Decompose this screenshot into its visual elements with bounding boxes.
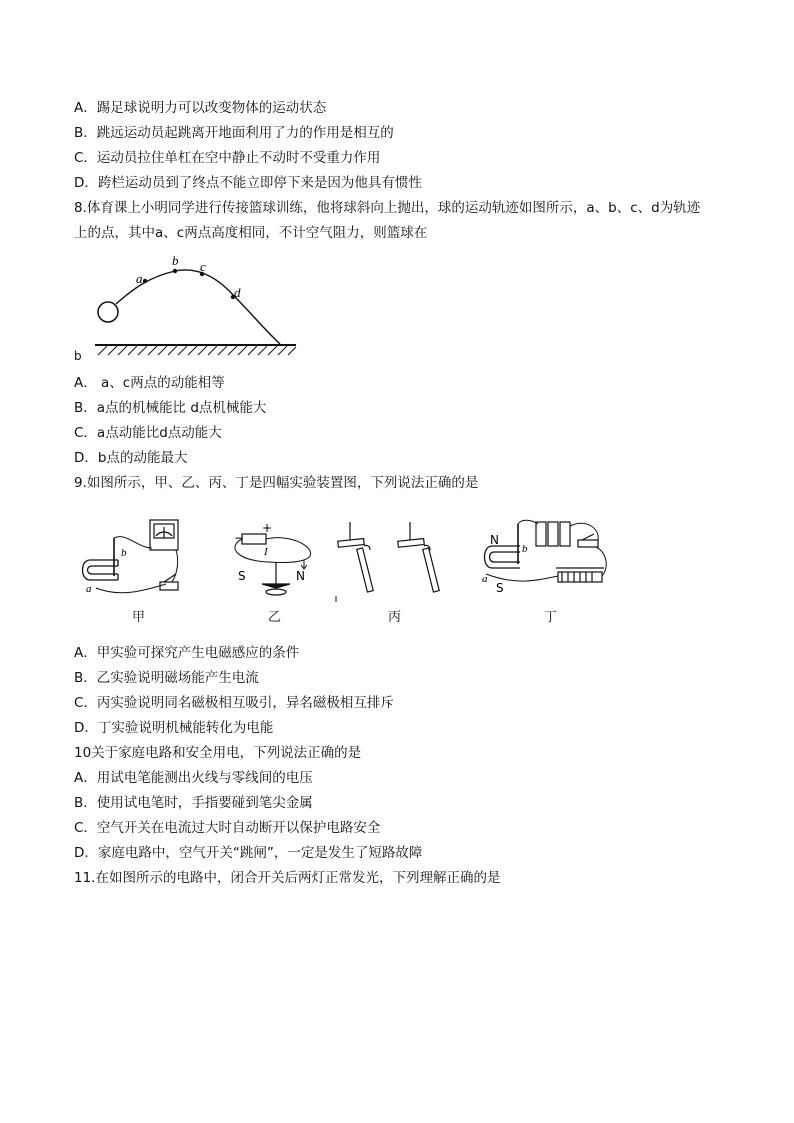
rheostat [556, 568, 604, 582]
switch [578, 534, 598, 547]
compass-needle [262, 562, 290, 595]
label-b: b [121, 547, 127, 559]
point-b [173, 269, 177, 273]
q10-option-b: B．使用试电笔时，手指要碰到笔尖金属 [74, 795, 313, 811]
q8-stem-line1: 8.体育课上小明同学进行传接篮球训练，他将球斜向上抛出，球的运动轨迹如图所示，a、b、c、d为轨迹 [74, 200, 701, 216]
q7-option-a: A．踢足球说明力可以改变物体的运动状态 [74, 100, 327, 116]
horseshoe-magnet [83, 560, 119, 580]
wire [96, 537, 166, 593]
q9-option-c: C．丙实验说明同名磁极相互吸引，异名磁极相互排斥 [74, 695, 394, 711]
q7-option-c: C．运动员拉住单杠在空中静止不动时不受重力作用 [74, 150, 381, 166]
magnet-pair-right [398, 522, 439, 592]
label-a: a [482, 573, 488, 585]
q10-option-c: C．空气开关在电流过大时自动断开以保护电路安全 [74, 820, 381, 836]
label-i: I [264, 546, 268, 558]
q8-stem-line2: 上的点，其中a、c两点高度相同，不计空气阻力，则篮球在 [74, 225, 428, 241]
caption-ding: 丁 [544, 610, 558, 625]
label-n: N [490, 533, 499, 547]
magnet-pair-left [338, 522, 373, 592]
q11-stem: 11.在如图所示的电路中，闭合开关后两灯正常发光，下列理解正确的是 [74, 870, 501, 886]
q8-option-c: C．a点动能比d点动能大 [74, 425, 222, 441]
caption-yi: 乙 [268, 610, 282, 625]
q9-option-d: D．丁实验说明机械能转化为电能 [74, 720, 274, 736]
point-a [143, 279, 147, 283]
basketball [98, 302, 118, 322]
q9-figure-yi [228, 520, 324, 602]
q8-option-d: D．b点的动能最大 [74, 450, 188, 466]
galvanometer [150, 520, 178, 550]
ground-hatching [98, 346, 296, 355]
label-s: S [238, 569, 246, 583]
q9-option-b: B．乙实验说明磁场能产生电流 [74, 670, 259, 686]
q9-figure-bing [330, 518, 450, 604]
label-c: c [200, 259, 206, 274]
label-s: S [496, 581, 504, 595]
q8-stray-label: b [74, 349, 82, 363]
q8-trajectory-figure [90, 252, 300, 358]
q10-option-a: A．用试电笔能测出火线与零线间的电压 [74, 770, 313, 786]
label-b: b [522, 543, 528, 555]
label-plus: + [262, 521, 273, 535]
q7-option-b: B．跳远运动员起跳离开地面利用了力的作用是相互的 [74, 125, 394, 141]
q10-stem: 10关于家庭电路和安全用电，下列说法正确的是 [74, 745, 362, 761]
q10-option-d: D．家庭电路中，空气开关“跳闸”，一定是发生了短路故障 [74, 845, 423, 861]
q9-option-a: A．甲实验可探究产生电磁感应的条件 [74, 645, 300, 661]
label-minus: − [234, 531, 245, 545]
caption-jia: 甲 [132, 610, 146, 625]
q9-figure-ding [478, 516, 618, 598]
caption-bing: 丙 [388, 610, 402, 625]
battery [242, 534, 266, 544]
label-a: a [136, 271, 143, 286]
label-d: d [234, 285, 241, 300]
q8-option-b: B．a点的机械能比 d点机械能大 [74, 400, 267, 416]
horseshoe-magnet [485, 546, 521, 568]
q9-stem: 9.如图所示，甲、乙、丙、丁是四幅实验装置图，下列说法正确的是 [74, 475, 479, 491]
circuit-wire [235, 538, 311, 563]
q7-option-d: D．跨栏运动员到了终点不能立即停下来是因为他具有惯性 [74, 175, 422, 191]
battery-pack [536, 522, 570, 546]
q8-option-a: A． a、c两点的动能相等 [74, 375, 225, 391]
q9-figure-jia [76, 518, 196, 600]
label-n: N [296, 569, 305, 583]
label-b: b [172, 253, 179, 268]
label-a: a [86, 583, 92, 595]
